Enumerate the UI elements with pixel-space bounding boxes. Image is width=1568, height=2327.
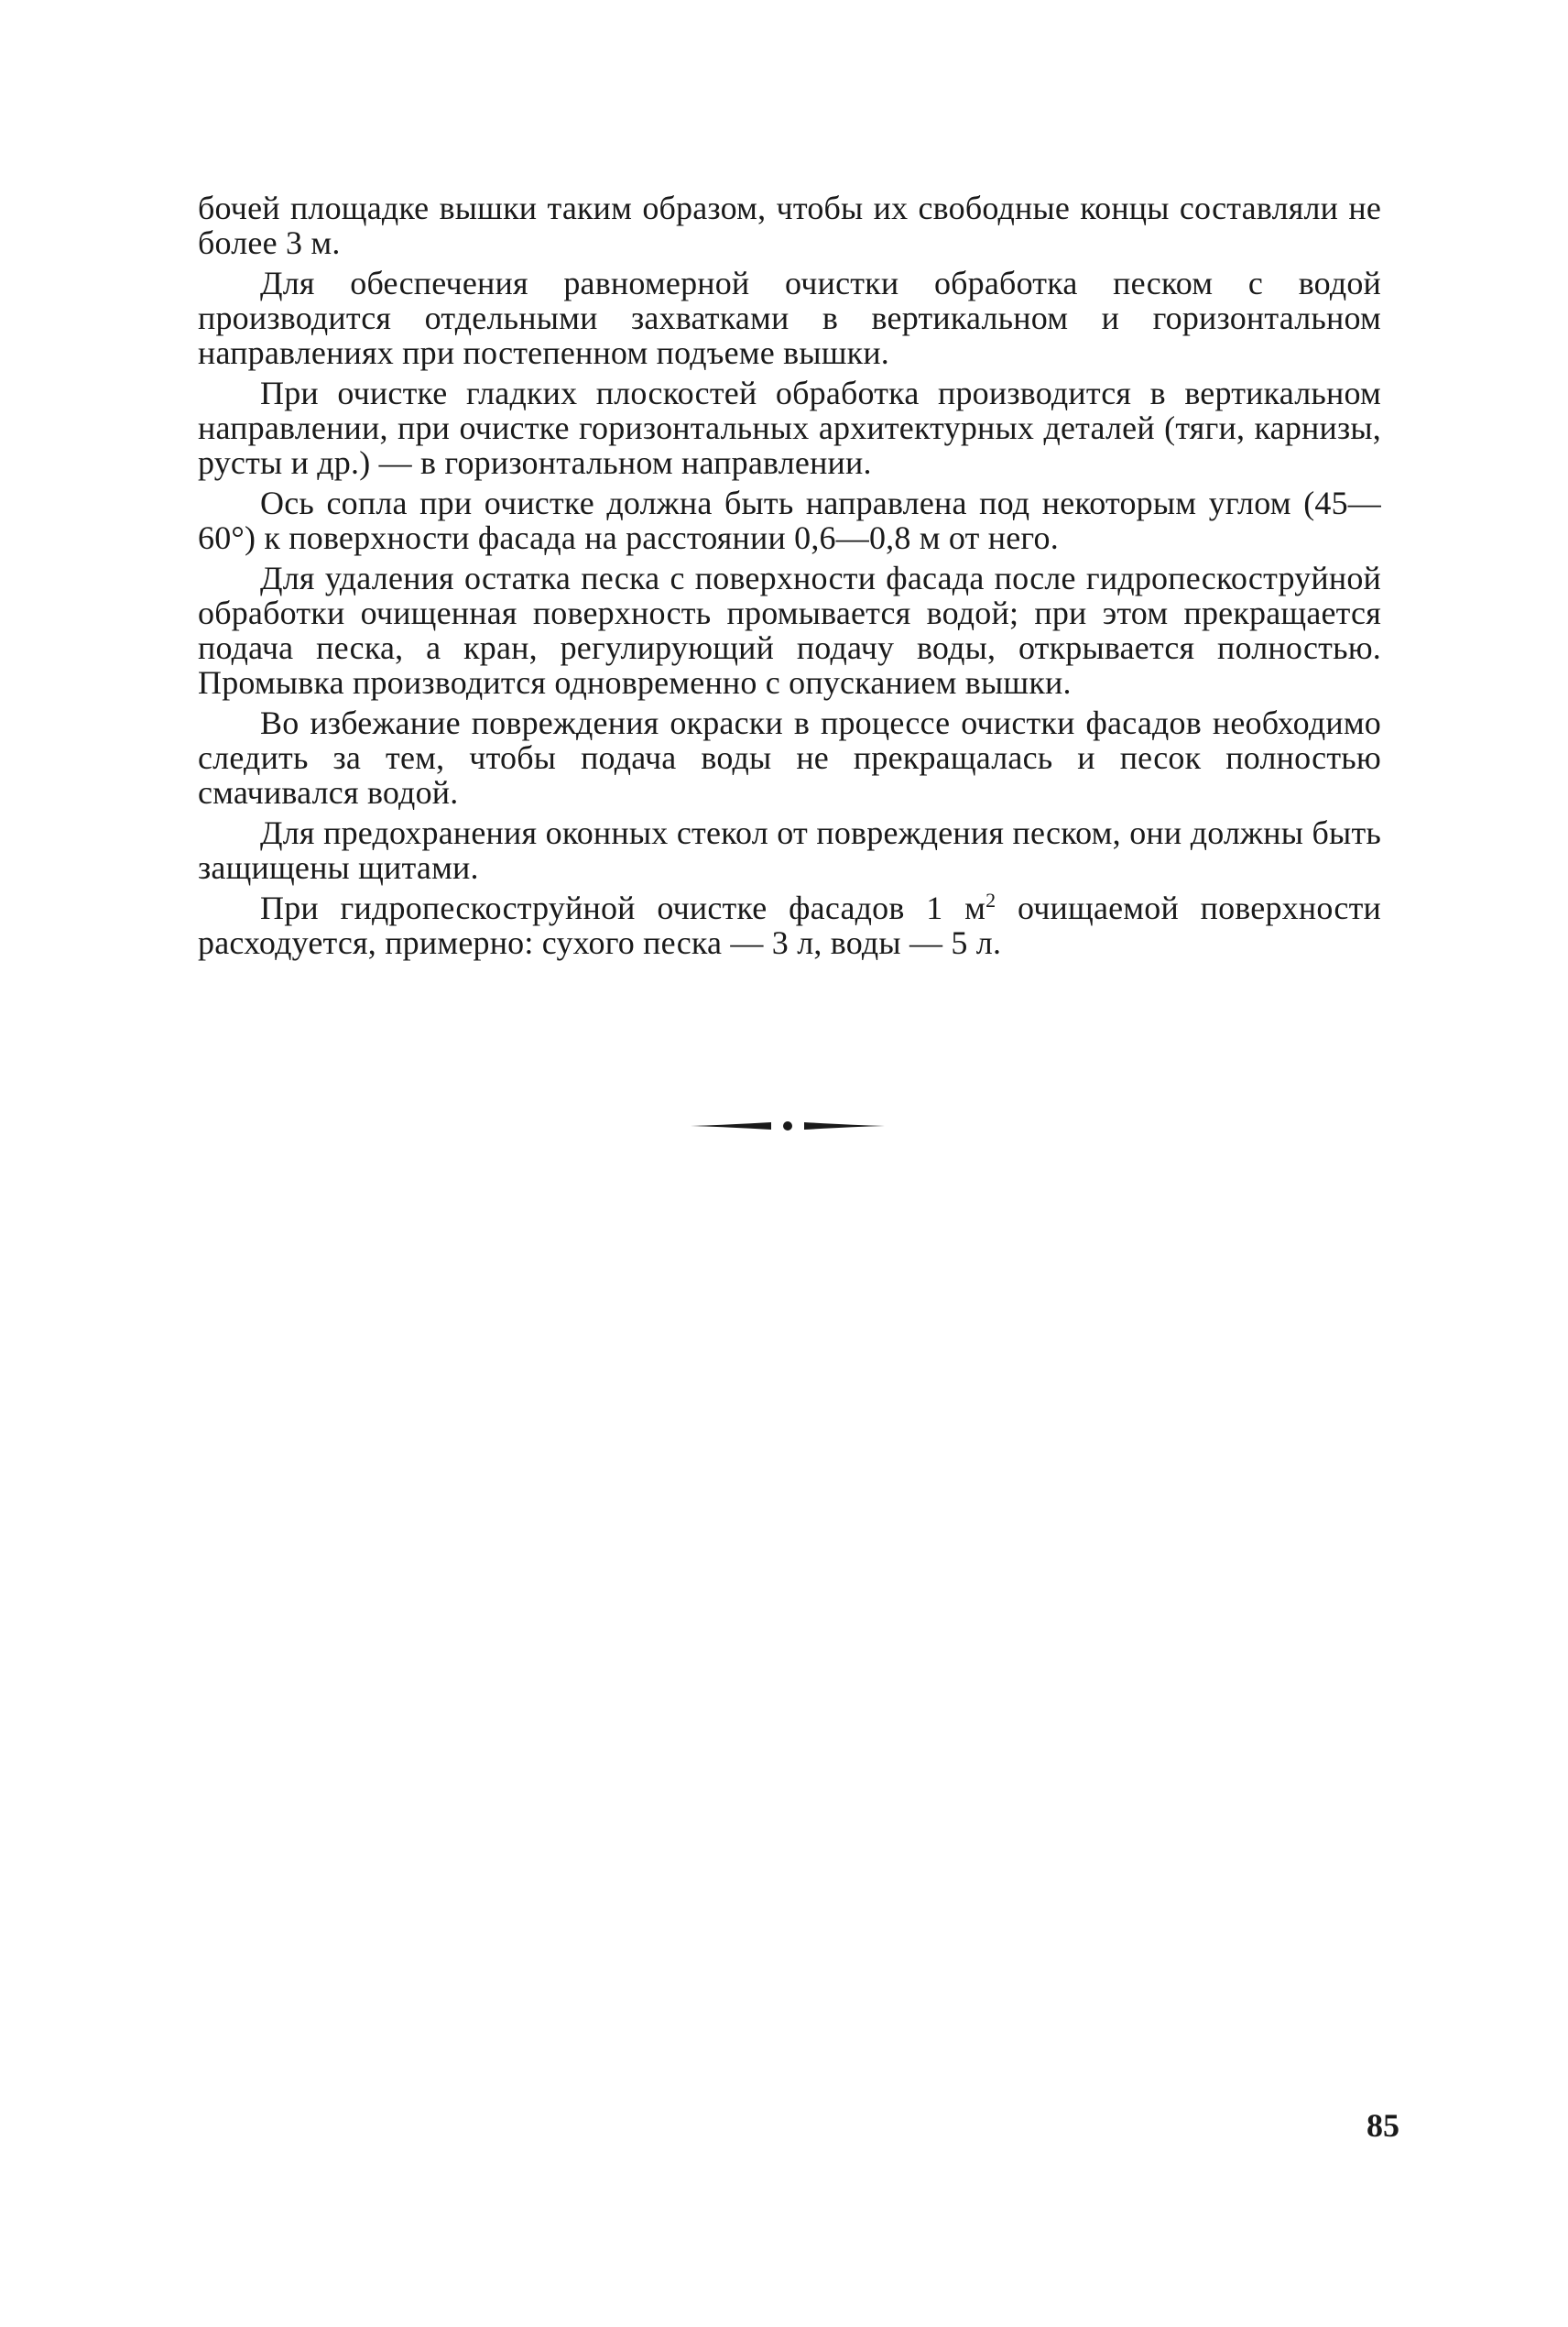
superscript-two: 2 bbox=[985, 889, 996, 912]
paragraph-3: При очистке гладких плоскостей обработка производится в вертикальном направлении, при очистке горизонтальных архитектурных деталей (тяги, карнизы, русты и др.) — в горизонтальном направлении. bbox=[198, 375, 1381, 481]
paragraph-8-start: При гидропескоструйной очистке фасадов 1 м bbox=[260, 890, 986, 926]
page-number: 85 bbox=[1367, 2107, 1399, 2144]
paragraph-1: бочей площадке вышки таким образом, чтобы их свободные концы составляли не более 3 м. bbox=[198, 190, 1381, 261]
body-text bbox=[198, 191, 1381, 966]
paragraph-4: Ось сопла при очистке должна быть направлена под некоторым углом (45—60°) к поверхности фасада на расстоянии 0,6—0,8 м от него. bbox=[198, 485, 1381, 556]
paragraph-6: Во избежание повреждения окраски в процессе очистки фасадов необходимо следить за тем, чтобы подача воды не прекращалась и песок полностью смачивался водой. bbox=[198, 705, 1381, 811]
paragraph-2: Для обеспечения равномерной очистки обработка песком с водой производится отдельными захватками в вертикальном и горизонтальном направлениях при постепенном подъеме вышки. bbox=[198, 265, 1381, 371]
paragraph-5: Для удаления остатка песка с поверхности фасада после гидропескоструйной обработки очищенная поверхность промывается водой; при этом прекращается подача песка, а кран, регулирующий подачу воды, открывается полностью. Промывка производится одновременно с опусканием вышки. bbox=[198, 560, 1381, 701]
paragraph-8 bbox=[198, 890, 1381, 960]
paragraph-8-end: очищаемой поверхности расходуется, примерно: сухого песка — 3 л, воды — 5 л. bbox=[198, 890, 1381, 961]
section-end-ornament bbox=[687, 1114, 888, 1138]
paragraph-7: Для предохранения оконных стекол от повреждения песком, они должны быть защищены щитами. bbox=[198, 814, 1381, 886]
